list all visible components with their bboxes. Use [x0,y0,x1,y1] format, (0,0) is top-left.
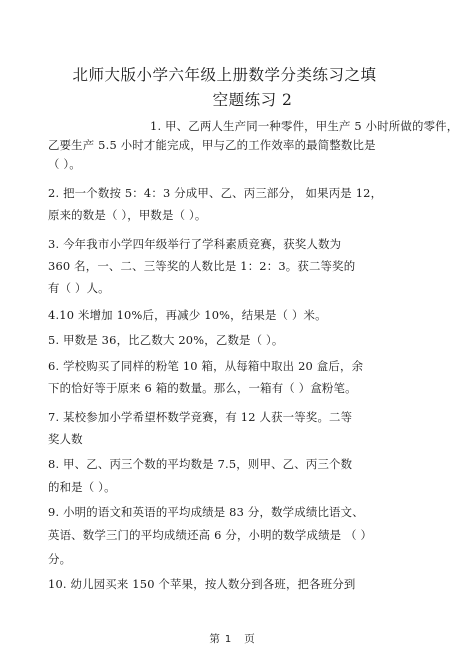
question-4: 4.10 米增加 10%后，再减少 10%，结果是（ ）米。 [48,308,327,322]
question-7-line-1: 7. 某校参加小学希望杯数学竞赛，有 12 人获一等奖。二等 [48,410,353,424]
question-2-line-2: 原来的数是（ ），甲数是（ ）。 [48,208,207,222]
question-6-line-2: 下的恰好等于原来 6 箱的数量。那么，一箱有（ ）盒粉笔。 [48,381,357,395]
document-title-line-1: 北师大版小学六年级上册数学分类练习之填 [72,66,377,84]
question-5: 5. 甲数是 36，比乙数大 20%，乙数是（ ）。 [48,333,284,347]
question-8-line-1: 8. 甲、乙、丙三个数的平均数是 7.5，则甲、乙、丙三个数 [48,457,353,471]
footer-prefix: 第 [209,633,221,645]
question-2-line-1: 2. 把一个数按 5：4：3 分成甲、乙、丙三部分， 如果丙是 12， [48,186,383,200]
question-7-line-2: 奖人数 [48,432,83,446]
question-6-line-1: 6. 学校购买了同样的粉笔 10 箱，从每箱中取出 20 盒后，余 [48,359,364,373]
question-1-line-1: 1. 甲、乙两人生产同一种零件，甲生产 5 小时所做的零件， [150,119,459,133]
question-1-line-2: 乙要生产 5.5 小时才能完成，甲与乙的工作效率的最简整数比是 [48,138,376,152]
question-3-line-1: 3. 今年我市小学四年级举行了学科素质竞赛，获奖人数为 [48,237,342,251]
question-9-line-3: 分。 [48,552,72,566]
page-number: 1 [224,634,233,645]
question-3-line-3: 有（ ）人。 [48,281,110,295]
question-9-line-1: 9. 小明的语文和英语的平均成绩是 83 分，数学成绩比语文、 [48,505,364,519]
page-footer [0,631,465,646]
footer-suffix: 页 [244,633,256,645]
document-title-line-2: 空题练习 2 [212,91,293,109]
question-9-line-2: 英语、数学三门的平均成绩还高 6 分，小明的数学成绩是 （ ） [48,528,373,542]
question-3-line-2: 360 名，一、二、三等奖的人数比是 1：2：3。获二等奖的 [48,259,356,273]
question-1-line-3: （ ）。 [48,157,81,171]
question-8-line-2: 的和是（ ）。 [48,480,116,494]
question-10-line-1: 10. 幼儿园买来 150 个苹果，按人数分到各班，把各班分到 [48,577,356,591]
